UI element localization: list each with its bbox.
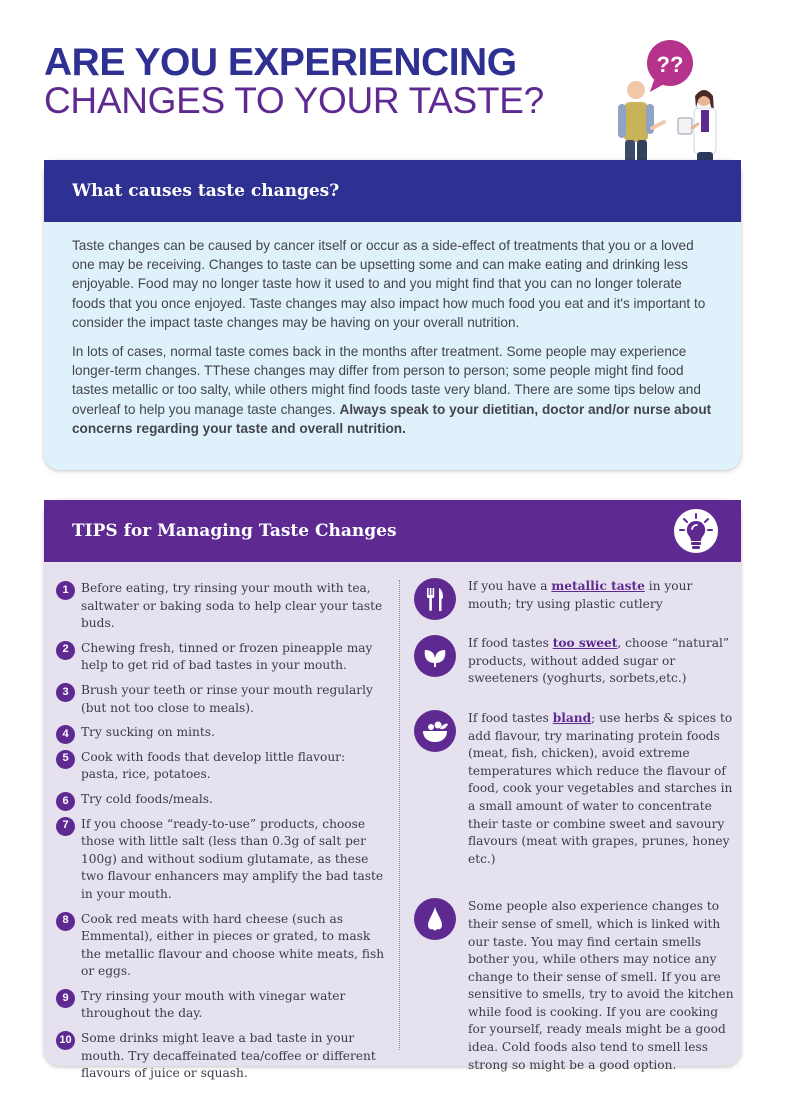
- metallic-text-pre: If you have a: [468, 579, 552, 593]
- tip-number: 9: [56, 989, 75, 1008]
- metallic-taste-tip: [414, 578, 736, 613]
- tip-text: Brush your teeth or rinse your mouth regularly (but not too close to meals).: [81, 682, 373, 715]
- tip-item-6: [56, 791, 386, 809]
- tip-item-8: [56, 911, 386, 981]
- tip-text: If you choose “ready-to-use” products, choose those with little salt (less than 0.3g of salt per 100g) and without sodium glutamate, as these two flavour enhancers may amplify the bad taste in your mouth.: [81, 816, 384, 901]
- tip-text: Cook red meats with hard cheese (such as Emmental), either in pieces or grated, to mask the metallic flavour and choose white meats, fish or eggs.: [81, 911, 385, 979]
- smell-tip: [414, 898, 736, 1074]
- metallic-text-post: in your mouth; try using plastic cutlery: [468, 579, 693, 611]
- cutlery-icon: [414, 578, 456, 620]
- causes-body: [44, 222, 741, 438]
- causes-card: [44, 160, 741, 470]
- tip-item-2: [56, 640, 386, 675]
- sweet-keyword: too sweet: [552, 636, 618, 651]
- bland-text-pre: If food tastes: [468, 710, 553, 725]
- smell-text: Some people also experience changes to their sense of smell, which is linked with our taste. You may find certain smells bother you, while others may notice any change to their sense of smell. If you are sensitive to smells, try to avoid the kitchen while food is cooking. If you are cooking for yourself, ready meals might be a good idea. Cold foods also tend to smell less strong so might be a good option.: [468, 899, 734, 1072]
- tip-item-5: [56, 749, 386, 784]
- tip-item-3: [56, 682, 386, 717]
- tip-text: Try cold foods/meals.: [81, 791, 213, 806]
- causes-paragraph-2-text: In lots of cases, normal taste comes back in the months after treatment. Some people may experience longer-term changes. TThese changes may differ from person to person; some people might find food tastes metallic or too salty, while others might find foods taste very bland. There are some tips below and overleaf to help you manage taste changes.: [72, 344, 701, 417]
- tip-number: 6: [56, 792, 75, 811]
- sweet-text-pre: If food tastes: [468, 636, 553, 651]
- tip-number: 10: [56, 1031, 75, 1050]
- sweet-text-post: , choose “natural” products, without added sugar or sweeteners (yoghurts, sorbets,etc.): [468, 636, 730, 686]
- tip-text: Some drinks might leave a bad taste in your mouth. Try decaffeinated tea/coffee or different flavours of juice or squash.: [81, 1031, 376, 1081]
- tips-list: [56, 580, 386, 1090]
- page-title: [44, 41, 544, 121]
- causes-paragraph-2: [72, 342, 717, 438]
- tip-item-10: [56, 1030, 386, 1083]
- column-divider: [399, 580, 400, 1050]
- tip-number: 2: [56, 641, 75, 660]
- bland-keyword: bland: [552, 710, 592, 725]
- causes-paragraph-1: Taste changes can be caused by cancer itself or occur as a side-effect of treatments that you or a loved one may be receiving. Changes to taste can be upsetting some and can make eating and drinking less enjoyable. Food may no longer taste how it used to and you might find that you can no longer tolerate foods that you once enjoyed. Taste changes may also impact how much food you eat and it's important to consider the impact taste changes may be having on your overall nutrition.: [72, 238, 706, 330]
- tip-number: 5: [56, 750, 75, 769]
- tip-number: 1: [56, 581, 75, 600]
- tip-number: 3: [56, 683, 75, 702]
- tip-number: 4: [56, 725, 75, 744]
- too-sweet-tip: [414, 635, 736, 688]
- bland-tip: [414, 710, 736, 868]
- causes-header: [44, 160, 741, 222]
- tip-item-4: [56, 724, 386, 742]
- tips-heading: TIPS for Managing Taste Changes: [72, 521, 397, 541]
- tip-text: Cook with foods that develop little flavour: pasta, rice, potatoes.: [81, 749, 346, 782]
- leaf-icon: [414, 635, 456, 677]
- tip-text: Chewing fresh, tinned or frozen pineapple may help to get rid of bad tastes in your mouth.: [81, 640, 373, 673]
- nose-icon: [414, 898, 456, 940]
- tip-number: 8: [56, 912, 75, 931]
- tips-header: [44, 500, 741, 562]
- tip-item-7: [56, 816, 386, 904]
- tip-item-1: [56, 580, 386, 633]
- title-line-2: CHANGES TO YOUR TASTE?: [44, 80, 544, 121]
- tip-number: 7: [56, 817, 75, 836]
- bland-text-post: ; use herbs & spices to add flavour, try marinating protein foods (meat, fish, chicken), avoid extreme temperatures which reduce the flavour of food, cook your vegetables and starches in a small amount of water to concentrate their taste or combine sweet and savoury flavours (meat with grapes, prunes, honey etc.): [468, 710, 733, 866]
- tips-right-column: [414, 578, 736, 1074]
- causes-heading: What causes taste changes?: [72, 181, 340, 201]
- salad-bowl-icon: [414, 710, 456, 752]
- causes-paragraph-2-bold: Always speak to your dietitian, doctor and/or nurse about concerns regarding your taste and overall nutrition.: [72, 401, 712, 436]
- tips-card: [44, 500, 741, 1081]
- bubble-question-marks: ??: [656, 52, 684, 77]
- title-line-1: ARE YOU EXPERIENCING: [44, 41, 517, 84]
- tip-text: Try sucking on mints.: [81, 725, 215, 740]
- tip-text: Try rinsing your mouth with vinegar water throughout the day.: [81, 988, 346, 1021]
- metallic-keyword: metallic taste: [551, 579, 645, 593]
- tip-item-9: [56, 988, 386, 1023]
- lightbulb-icon: [673, 508, 719, 554]
- tip-text: Before eating, try rinsing your mouth with tea, saltwater or baking soda to help clear your taste buds.: [81, 581, 383, 631]
